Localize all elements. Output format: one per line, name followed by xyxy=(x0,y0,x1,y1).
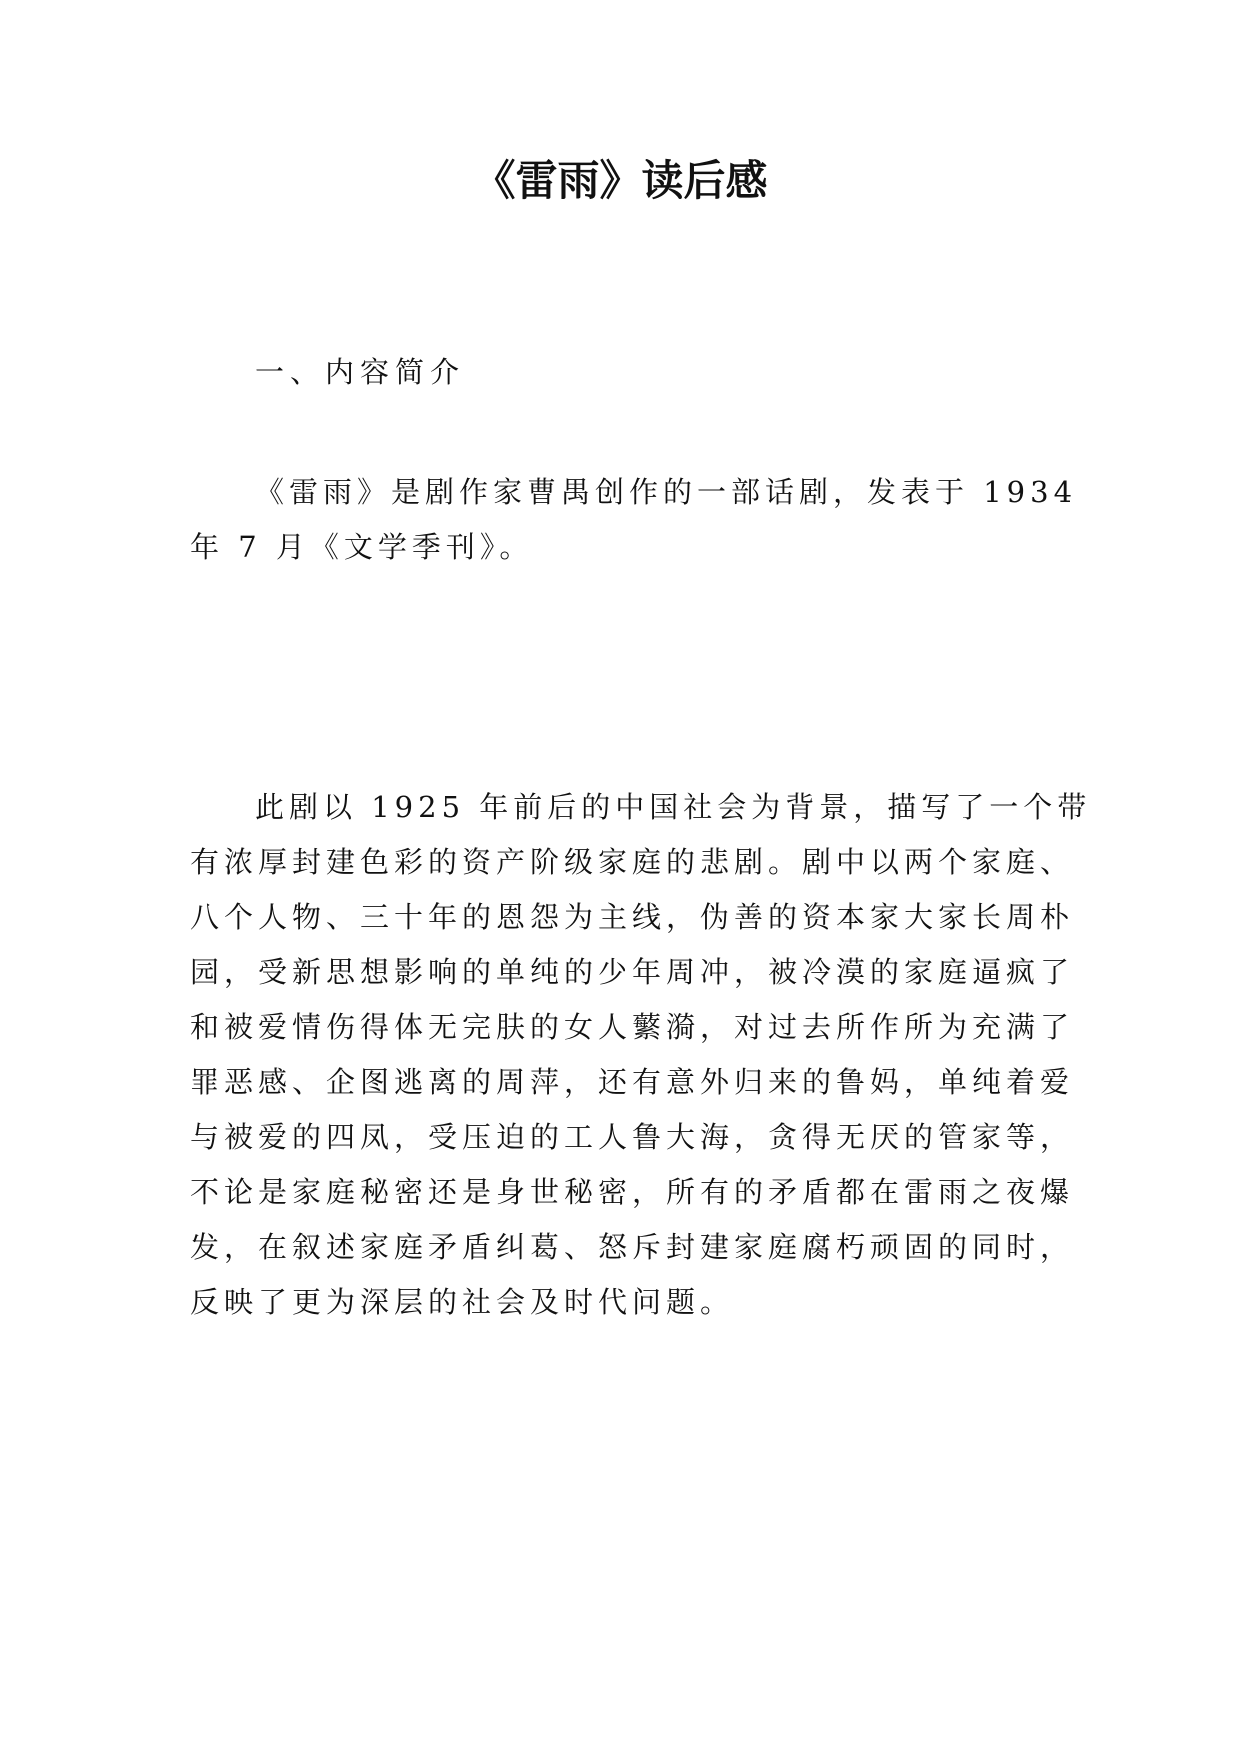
document-title: 《雷雨》读后感 xyxy=(473,156,768,205)
paragraph-line: 罪恶感、企图逃离的周萍，还有意外归来的鲁妈，单纯着爱 xyxy=(190,1065,1075,1099)
paragraph-line: 此剧以 1925 年前后的中国社会为背景，描写了一个带 xyxy=(255,790,1092,824)
paragraph-line: 和被爱情伤得体无完肤的女人蘩漪，对过去所作所为充满了 xyxy=(190,1010,1075,1044)
paragraph-line: 八个人物、三十年的恩怨为主线，伪善的资本家大家长周朴 xyxy=(190,900,1075,934)
paragraph-line: 年 7 月《文学季刊》。 xyxy=(190,530,534,564)
paragraph-line: 不论是家庭秘密还是身世秘密，所有的矛盾都在雷雨之夜爆 xyxy=(190,1175,1075,1209)
paragraph-line: 与被爱的四凤，受压迫的工人鲁大海，贪得无厌的管家等， xyxy=(190,1120,1075,1154)
section-heading: 一、内容简介 xyxy=(255,355,466,389)
paragraph-line: 有浓厚封建色彩的资产阶级家庭的悲剧。剧中以两个家庭、 xyxy=(190,845,1075,879)
paragraph-line: 反映了更为深层的社会及时代问题。 xyxy=(190,1285,735,1319)
paragraph-line: 《雷雨》是剧作家曹禺创作的一部话剧，发表于 1934 xyxy=(255,475,1078,509)
paragraph-line: 园，受新思想影响的单纯的少年周冲，被冷漠的家庭逼疯了 xyxy=(190,955,1075,989)
paragraph-line: 发，在叙述家庭矛盾纠葛、怒斥封建家庭腐朽顽固的同时， xyxy=(190,1230,1075,1264)
